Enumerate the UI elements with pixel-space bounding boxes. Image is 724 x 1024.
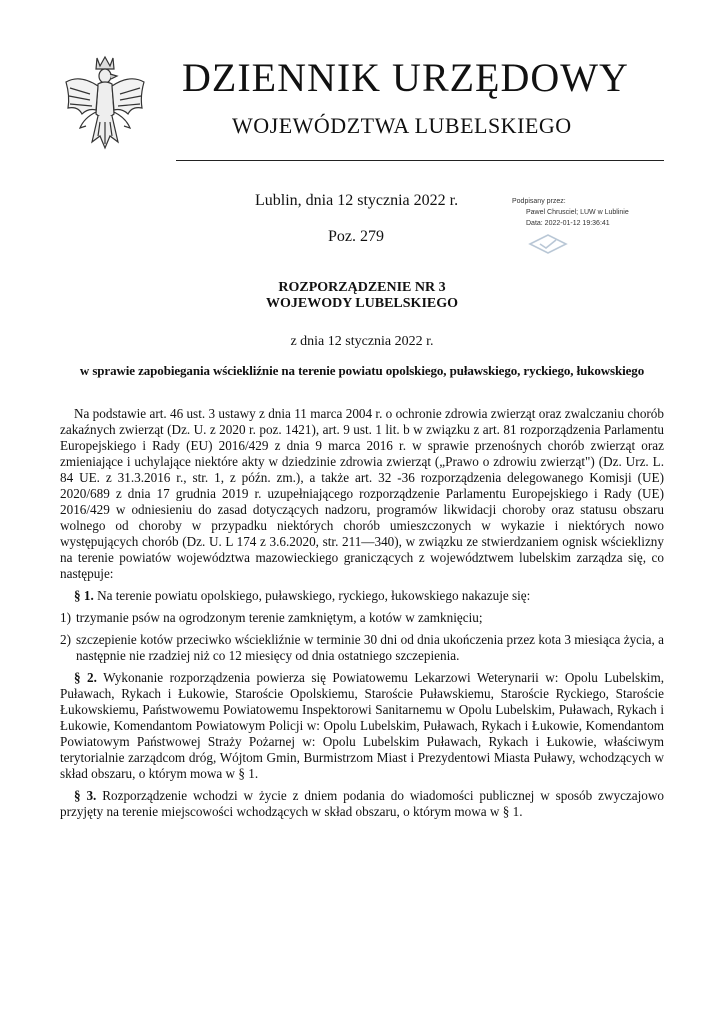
signature-check-icon xyxy=(526,232,570,256)
signature-date: Data: 2022-01-12 19:36:41 xyxy=(526,220,610,227)
masthead-divider xyxy=(176,160,664,161)
place-and-date: Lublin, dnia 12 stycznia 2022 r. xyxy=(255,192,459,209)
act-title xyxy=(60,280,664,312)
signature-label: Podpisany przez: xyxy=(512,198,566,205)
act-title-line-1: ROZPORZĄDZENIE NR 3 xyxy=(278,280,446,295)
act-subject: w sprawie zapobiegania wściekliźnie na terenie powiatu opolskiego, puławskiego, ryckiego, łukowskiego xyxy=(79,363,645,378)
section-1 xyxy=(60,588,664,604)
position-number: Poz. 279 xyxy=(328,228,384,245)
white-eagle-emblem-icon xyxy=(60,52,150,160)
signature-signer: Pawel Chrusciel; LUW w Lublinie xyxy=(526,209,629,216)
journal-title: DZIENNIK URZĘDOWY xyxy=(182,55,629,100)
list-item xyxy=(60,610,664,626)
preamble-paragraph: Na podstawie art. 46 ust. 3 ustawy z dnia 11 marca 2004 r. o ochronie zdrowia zwierząt oraz zwalczaniu chorób zakaźnych zwierząt (Dz. U. z 2020 r. poz. 1421), art. 9 ust. 1 lit. b w związku z art. 81 rozporządzenia Parlamentu Europejskiego i Rady (EU) 2016/429 z dnia 9 marca 2016 r. w sprawie przenośnych chorób zwierząt oraz zmieniające i uchylające niektóre akty w dziedzinie zdrowia zwierząt („Prawo o zdrowiu zwierząt") (Dz. Urz. L. 84 UE. z 31.3.2016 r., str. 1, z późn. zm.), a także art. 32 -36 rozporządzenia delegowanego Komisji (UE) 2020/689 z dnia 17 grudnia 2019 r. uzupełniającego rozporządzenie Parlamentu Europejskiego i Rady (UE) 2016/429 w odniesieniu do zasad dotyczących nadzoru, programów likwidacji choroby oraz statusu obszaru wolnego od choroby w przypadku niektórych chorób umieszczonych w wykazie i niektórych nowo występujących chorób (Dz. U. L 174 z 3.6.2020, str. 211—340), w związku ze stwierdzaniem ognisk wścieklizny na terenie powiatów województwa mazowieckiego graniczących z województwem lubelskim zarządza się, co następuje: xyxy=(60,406,664,581)
section-3-text: Rozporządzenie wchodzi w życie z dniem podania do wiadomości publicznej w sposób zwyczajowo przyjęty na terenie miejscowości wchodzących w skład obszaru, o którym mowa w § 1. xyxy=(60,788,665,819)
list-item-text: trzymanie psów na ogrodzonym terenie zamkniętym, a kotów w zamknięciu; xyxy=(76,610,483,625)
section-2-text: Wykonanie rozporządzenia powierza się Powiatowemu Lekarzowi Weterynarii w: Opolu Lubelskim, Puławach, Rykach i Łukowie, Staroście Opolskiemu, Staroście Puławskiemu, Staroście Ryckiego, Staroście Łukowskiemu, Państwowemu Powiatowemu Inspektorowi Sanitarnemu w Opolu Lubelskim, Puławach, Rykach i Łukowie, Komendantom Powiatowym Policji w: Opolu Lubelskim, Puławach, Rykach i Łukowie, Komendantom Powiatowym Państwowej Straży Pożarnej w: Opolu Lubelskim Puławach, Rykach i Łukowie, właściwym terytorialnie zarządcom dróg, Wójtom Gmin, Burmistrzom Miast i Prezydentowi Miasta Puławy, wchodzących w skład obszaru, o którym mowa w § 1. xyxy=(60,670,665,781)
section-2 xyxy=(60,670,664,782)
list-item-number: 1) xyxy=(60,610,71,625)
section-1-text: Na terenie powiatu opolskiego, puławskiego, ryckiego, łukowskiego nakazuje się: xyxy=(93,588,531,603)
journal-subtitle: WOJEWÓDZTWA LUBELSKIEGO xyxy=(232,113,572,138)
list-item-text: szczepienie kotów przeciwko wściekliźnie w terminie 30 dni od dnia ukończenia przez kota 3 miesiąca życia, a następnie nie rzadziej niż co 12 miesięcy od dnia ostatniego szczepienia. xyxy=(76,632,664,663)
section-1-label: § 1. xyxy=(74,588,94,603)
section-2-label: § 2. xyxy=(74,670,97,685)
list-item-number: 2) xyxy=(60,632,71,647)
act-body xyxy=(60,406,664,826)
act-title-line-2: WOJEWODY LUBELSKIEGO xyxy=(265,296,459,311)
digital-signature-box xyxy=(512,196,682,229)
list-item xyxy=(60,632,664,664)
section-3 xyxy=(60,788,664,820)
section-3-label: § 3. xyxy=(74,788,97,803)
act-date: z dnia 12 stycznia 2022 r. xyxy=(290,334,434,349)
